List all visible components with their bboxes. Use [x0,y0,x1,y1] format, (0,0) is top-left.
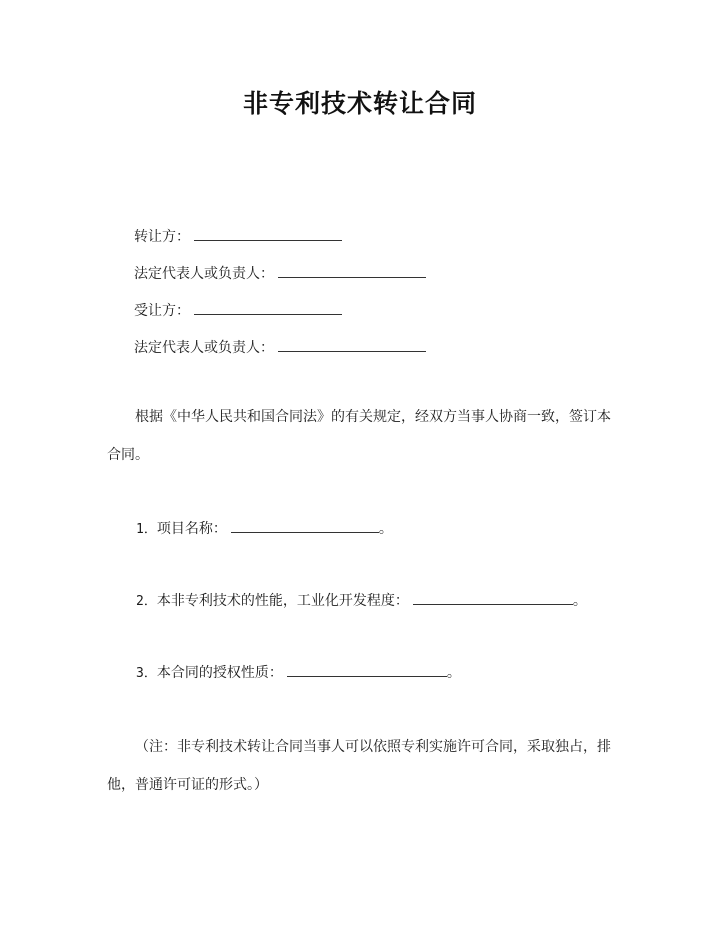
transferee-line [134,300,342,321]
transferor-rep-field[interactable] [278,263,426,278]
transferee-field[interactable] [194,300,342,315]
transferor-rep-label: 法定代表人或负责人： [134,266,274,282]
transferor-field[interactable] [194,226,342,241]
clause-3-end: 。 [446,665,461,681]
transferor-rep-line [134,263,426,284]
note-paragraph: （注：非专利技术转让合同当事人可以依照专利实施许可合同，采取独占，排他，普通许可证的形式。） [107,739,611,793]
transferee-rep-label: 法定代表人或负责人： [134,340,274,356]
clause-1-number: 1． [136,522,157,537]
development-degree-field[interactable] [413,590,573,605]
clause-3-label: 本合同的授权性质： [156,665,283,681]
preamble-paragraph: 根据《中华人民共和国合同法》的有关规定，经双方当事人协商一致，签订本合同。 [107,409,611,463]
clause-2-end: 。 [572,593,587,609]
clause-1-end: 。 [378,521,393,537]
transferee-rep-field[interactable] [278,337,426,352]
clause-1 [136,518,393,540]
project-name-field[interactable] [231,518,379,533]
clause-3-number: 3． [136,666,157,681]
transferee-label: 受让方： [134,303,190,319]
transferor-line [134,226,342,247]
document-title: 非专利技术转让合同 [242,89,477,118]
transferor-label: 转让方： [134,229,190,245]
clause-2-label: 本非专利技术的性能，工业化开发程度： [156,593,409,609]
clause-3 [136,662,461,684]
clause-2 [136,590,587,612]
clause-2-number: 2． [136,594,157,609]
license-nature-field[interactable] [287,662,447,677]
clause-1-label: 项目名称： [156,521,227,537]
transferee-rep-line [134,337,426,358]
